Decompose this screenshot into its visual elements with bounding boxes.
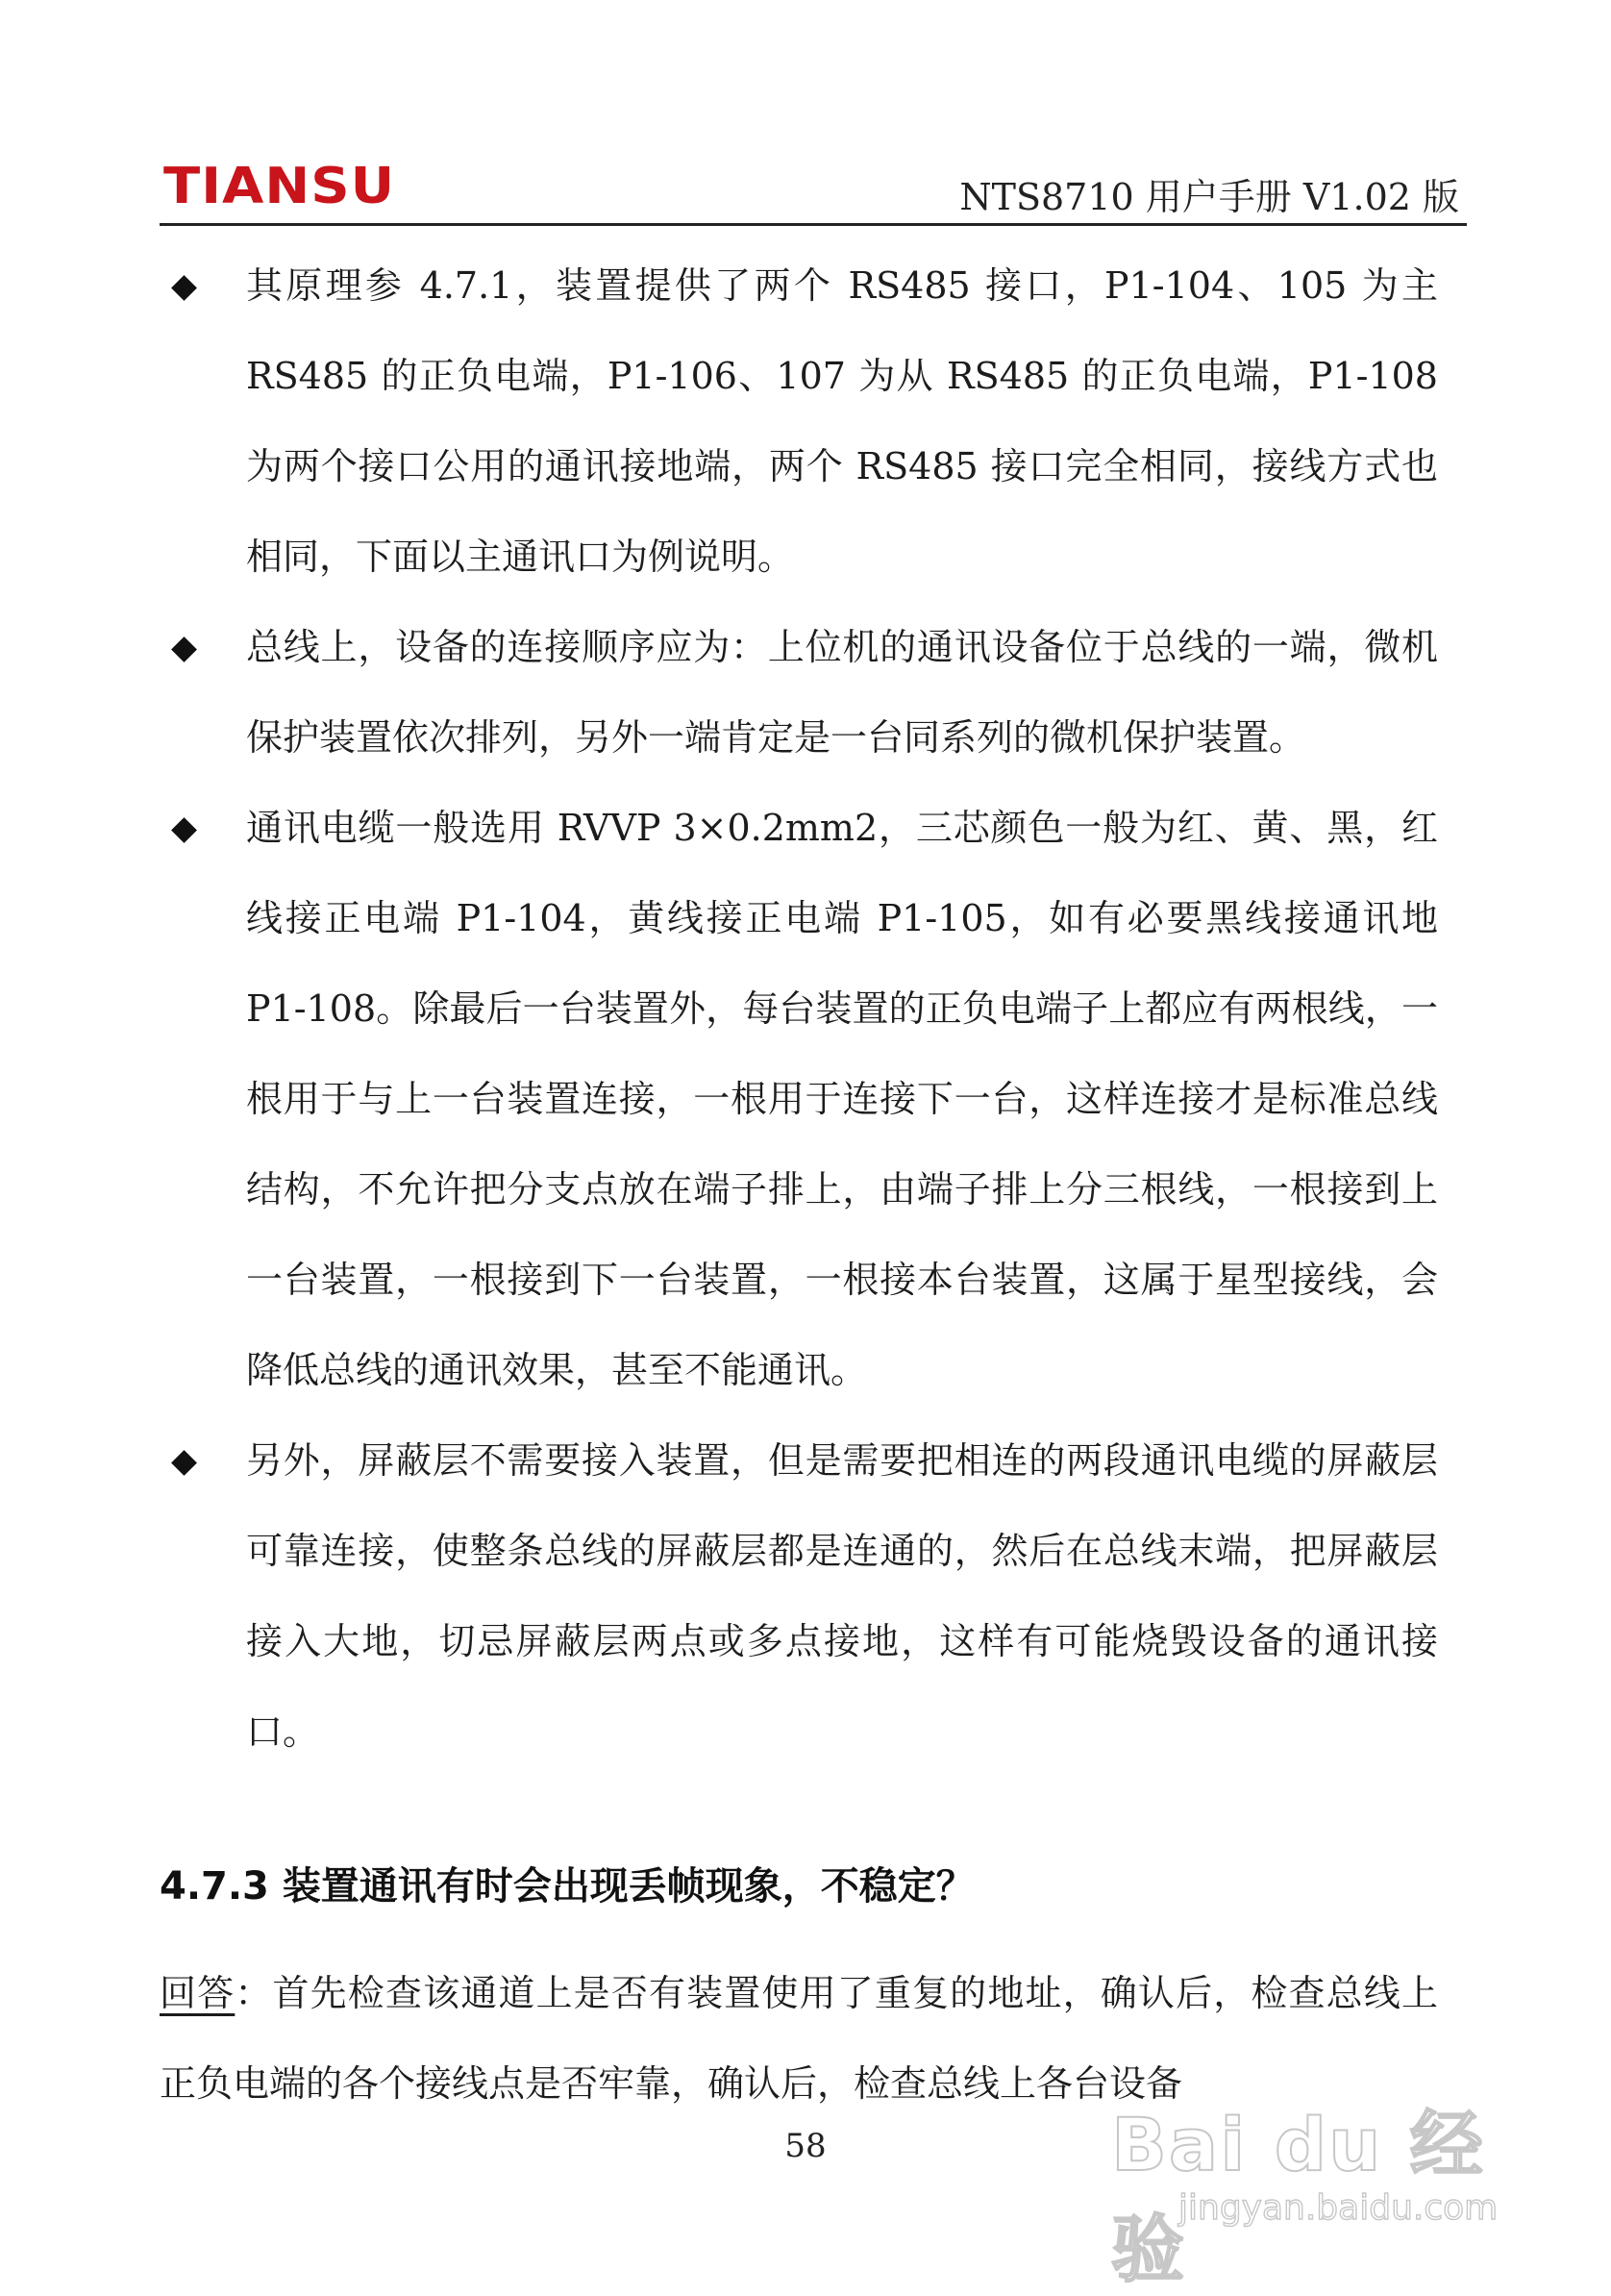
answer-text: 首先检查该通道上是否有装置使用了重复的地址，确认后，检查总线上正负电端的各个接线点是否牢靠，确认后，检查总线上各台设备 [160, 1972, 1438, 2105]
tiansu-logo: TIANSU [163, 158, 396, 215]
answer-label: 回答 [160, 1972, 235, 2014]
diamond-bullet-icon [171, 817, 196, 842]
bullet-item [160, 240, 1438, 602]
bullet-text: 总线上，设备的连接顺序应为：上位机的通讯设备位于总线的一端，微机保护装置依次排列，另外一端肯定是一台同系列的微机保护装置。 [246, 626, 1438, 759]
bullet-text: 另外，屏蔽层不需要接入装置，但是需要把相连的两段通讯电缆的屏蔽层可靠连接，使整条总线的屏蔽层都是连通的，然后在总线末端，把屏蔽层接入大地，切忌屏蔽层两点或多点接地，这样有可能烧毁设备的通讯接口。 [246, 1439, 1438, 1753]
watermark-url: jingyan.baidu.com [1178, 2188, 1499, 2228]
answer-colon: ： [235, 1972, 273, 2014]
page-header [160, 156, 1467, 226]
baidu-jingyan-watermark [1092, 2067, 1515, 2292]
page-number: 58 [784, 2127, 827, 2165]
bullet-item [160, 783, 1438, 1415]
bullet-item [160, 602, 1438, 783]
bullet-text: 通讯电缆一般选用 RVVP 3×0.2mm2，三芯颜色一般为红、黄、黑，红线接正电端 P1-104，黄线接正电端 P1-105，如有必要黑线接通讯地 P1-108。除最后一台装置外，每台装置的正负电端子上都应有两根线，一根用于与上一台装置连接，一根用于连接下一台，这样连接才是标准总线结构，不允许把分支点放在端子排上，由端子排上分三根线，一根接到上一台装置，一根接到下一台装置，一根接本台装置，这属于星型接线，会降低总线的通讯效果，甚至不能通讯。 [246, 807, 1438, 1391]
watermark-brand: Bai du 经验 [1111, 2102, 1485, 2292]
bullet-text: 其原理参 4.7.1，装置提供了两个 RS485 接口，P1-104、105 为主 RS485 的正负电端，P1-106、107 为从 RS485 的正负电端，P1-108 为两个接口公用的通讯接地端，两个 RS485 接口完全相同，接线方式也相同，下面以主通讯口为例说明。 [246, 264, 1438, 578]
section-heading: 4.7.3 装置通讯有时会出现丢帧现象，不稳定？ [160, 1864, 975, 1909]
bullet-item [160, 1415, 1438, 1777]
bullet-list [160, 240, 1438, 1777]
document-title: NTS8710 用户手册 V1.02 版 [959, 176, 1459, 218]
diamond-bullet-icon [171, 636, 196, 661]
diamond-bullet-icon [171, 1450, 196, 1475]
diamond-bullet-icon [171, 275, 196, 300]
